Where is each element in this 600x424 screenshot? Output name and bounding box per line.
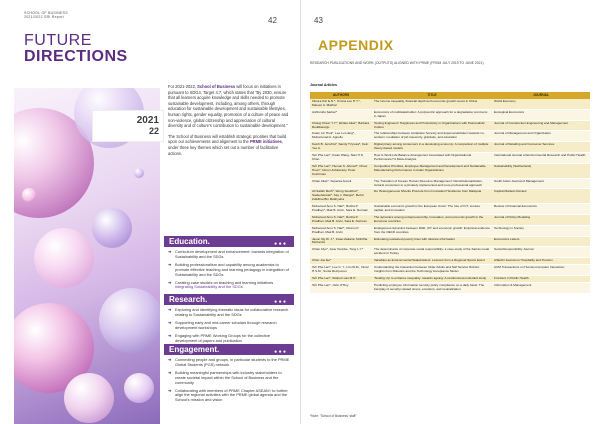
year-line1: 2021 bbox=[136, 115, 159, 126]
title-cell: The Transition of Korean Human Resource Management: Deinstitutionalization, cultural conversion to a privately implemented and more professional approach bbox=[372, 178, 492, 189]
page-number-right: 43 bbox=[314, 16, 323, 25]
intro-paragraph-2 bbox=[168, 134, 290, 156]
research-heading-bar bbox=[164, 294, 294, 305]
list-item-text: Exploring and identifying thematic ideas for collaborative research relating to Sustainability and the SDGs bbox=[175, 307, 289, 317]
future-directions-title bbox=[24, 33, 128, 65]
list-item bbox=[168, 308, 292, 318]
table-row bbox=[310, 142, 590, 153]
appendix-caption: RESEARCH PUBLICATIONS AND WORK (OUTPUTS) ALIGNED WITH PRME (FROM JULY 2019 TO JUNE 2021) bbox=[310, 61, 484, 65]
title-cell: Sustainable economic growth in the European Union: The role of ICT, venture capital, and innovation bbox=[372, 204, 492, 215]
list-item bbox=[168, 389, 292, 404]
list-item-text: Connecting people and groups, in particular students to the PRME Global Students (PGS) network bbox=[175, 357, 290, 367]
section-label: Journal Articles bbox=[310, 83, 338, 87]
list-item bbox=[168, 281, 292, 291]
education-heading: Education. bbox=[169, 237, 210, 246]
intro-text bbox=[168, 84, 290, 161]
list-item bbox=[168, 358, 292, 368]
arrow-icon: ➜ bbox=[168, 261, 172, 267]
title-cell: Endogenous dynamics between R&D, ICT and economic growth: Empirical evidence from the OECD countries bbox=[372, 225, 492, 236]
table-row bbox=[310, 214, 590, 225]
journal-cell: World Economy bbox=[492, 99, 590, 109]
list-item bbox=[168, 371, 292, 386]
table-row bbox=[310, 204, 590, 215]
journal-cell: Capital Markets Review bbox=[492, 189, 590, 204]
author-cell: Jason Ng W. J.*, Irwan Zakaria, Mohitha Murtanza bbox=[310, 236, 372, 247]
arrow-icon: ➜ bbox=[168, 249, 172, 254]
research-list bbox=[168, 308, 292, 346]
list-item bbox=[168, 250, 292, 260]
column-header-authors: AUTHORS bbox=[310, 92, 372, 99]
author-cell: Ali Sallah Muth*, Wong Sookthar*, Sadeeharwali*, Say J. Wanga*, Mohd Zulkifnai Bin Mokhyeha bbox=[310, 189, 372, 204]
journal-cell: Journal of Retailing and Consumer Services bbox=[492, 142, 590, 153]
page-fold-divider bbox=[300, 0, 301, 424]
title-cell: Estimating sustained poverty lines with discrete information bbox=[372, 236, 492, 247]
page-number-left: 42 bbox=[268, 16, 277, 25]
title-cell: The determinants of corporate social responsibility: a case study of the Sarras metal accident in Turkey bbox=[372, 247, 492, 258]
table-row bbox=[310, 109, 590, 120]
author-cell: Ashfurullo Sarkar* bbox=[310, 109, 372, 120]
list-item-text: Creating case studies on teaching and learning initiatives bbox=[175, 279, 274, 285]
title-cell: The dynamics among entrepreneurship, innovation, and economic growth in the Eurozone countries bbox=[372, 214, 492, 225]
table-body bbox=[310, 99, 590, 293]
table-row bbox=[310, 189, 590, 204]
list-item-text: Curriculum development and enhancement: towards integration of Sustainability and the SDGs bbox=[175, 249, 289, 259]
journal-cell: ASEAN Journal on Hospitality and Tourism bbox=[492, 258, 590, 265]
year-line2: 22 bbox=[148, 126, 159, 136]
journal-cell: South Asian Journal of Management bbox=[492, 178, 590, 189]
table-row bbox=[310, 99, 590, 109]
journal-cell: International Journal of Environmental Research and Public Health bbox=[492, 153, 590, 164]
author-cell: Teh Phe Lan*, John O'Hoy bbox=[310, 282, 372, 293]
author-cell: Chian Alys*, Jane Tenplse, Tong L.Y.* bbox=[310, 247, 372, 258]
publications-table bbox=[310, 92, 590, 294]
arrow-icon: ➜ bbox=[168, 387, 172, 393]
title-cell: Economics of multistakeholder: A polycentric approach for a degradation commons in Japan bbox=[372, 109, 492, 120]
journal-cell: Information & Management bbox=[492, 282, 590, 293]
header-report: 2021/2022 SRI Report bbox=[24, 15, 64, 20]
footnote: *Note: "School of Business' staff" bbox=[310, 414, 357, 418]
title-line2: DIRECTIONS bbox=[24, 48, 128, 65]
education-list bbox=[168, 250, 292, 293]
title-cell: How Is Work-Life Balance Arrangement Associated with Organisational Performance? A Meta-Analysis bbox=[372, 153, 492, 164]
list-item bbox=[168, 334, 292, 344]
title-cell: Understanding the Interaction between Older Adults and Self Service Robots: Insights from Robotics and the Technology Acceptance Model bbox=[372, 265, 492, 276]
journal-cell: Sustainability (Switzerland) bbox=[492, 163, 590, 178]
arrow-icon: ➜ bbox=[168, 319, 172, 325]
intro-school-highlight: School of Business bbox=[197, 84, 236, 89]
intro-p2-start: The School of Business will establish strategic priorities that build upon our achievements and alignment to the bbox=[168, 133, 287, 145]
title-cell: Competitive Priorities, Employee Management and Development and Sustainable Manufacturing Performance in Asian Organizations bbox=[372, 163, 492, 178]
intro-p1-end: will focus on initiatives in pursuant to SDG4, Target 4.7, which states that "By 2030, ensure that all learners acquire knowledge and skills needed to promote sustainable development, including, among others, through education for sustainable development and sustainable lifestyles, human rights, gender equality, promotion of a culture of peace and non-violence, global citizenship and appreciation of cultural diversity and of culture's contribution to sustainable development." bbox=[168, 84, 289, 129]
author-cell: Chian Alias*, Suparsa Anneli bbox=[310, 178, 372, 189]
list-item-text: Building professionalism and capability among academics to promote effective teaching and learning pedagogy in integration of Sustainability and the SDGs bbox=[175, 261, 289, 277]
year-box bbox=[93, 111, 163, 141]
table-row bbox=[310, 153, 590, 164]
author-cell: Mohamed Amu S. Nair*, Ruzita P. Pradhan, Mak B. Arvin, Sara E. Norman bbox=[310, 214, 372, 225]
author-cell: Mohamed Amu S. Nair*, Ruzita P. Pradhan*, Mak B. Arvin, Sara E. Norman bbox=[310, 204, 372, 215]
journal-cell: Social Responsibility Journal bbox=[492, 247, 590, 258]
table-row bbox=[310, 282, 590, 293]
author-cell: Kwoh B. Jensfrra*, Sandy Tzyrosa*, Kein Yee A. bbox=[310, 142, 372, 153]
title-line1: FUTURE bbox=[24, 32, 92, 49]
title-cell: Variables as Environmental Stakeholders: Lessons from a Regional Sports Event bbox=[372, 258, 492, 265]
journal-cell: Journal of Policy Modeling bbox=[492, 214, 590, 225]
journal-cell: ACM Transactions on Human-Computer Interaction bbox=[492, 265, 590, 276]
column-header-title: TITLE bbox=[372, 92, 492, 99]
table-header-row bbox=[310, 92, 590, 99]
table-row bbox=[310, 178, 590, 189]
list-item-text: Supporting early and mid-career scholars through research development workshops bbox=[175, 319, 277, 330]
dot-pattern-icon: ● ● ● bbox=[274, 299, 286, 305]
list-item-text: Collaborating with members of PRME Chapter ASEAN+ to further align the regional activities with the PRME global agenda and the School's mission and vision bbox=[175, 387, 288, 403]
dot-pattern-icon: ● ● ● bbox=[274, 349, 286, 355]
engagement-heading: Engagement. bbox=[169, 345, 220, 354]
journal-cell: Journal of Construction Engineering and Management bbox=[492, 120, 590, 131]
table-row bbox=[310, 265, 590, 276]
journal-cell: Journal of Management and Organization bbox=[492, 131, 590, 142]
journal-cell: Ecological Economics bbox=[492, 109, 590, 120]
education-heading-bar bbox=[164, 236, 294, 247]
table-row bbox=[310, 247, 590, 258]
title-cell: Testing Engineers' Happiness and Productivity in Organizations with Patronalistic Culture bbox=[372, 120, 492, 131]
table-row bbox=[310, 163, 590, 178]
table-row bbox=[310, 120, 590, 131]
author-cell: Teh Phe Lan*, Sittiputr uan M.H. bbox=[310, 275, 372, 282]
table-row bbox=[310, 225, 590, 236]
intro-p1-start: For 2021-2022, bbox=[168, 84, 198, 89]
title-cell: The relationships between workplace honesty and depersonalization towards co-workers: mediation of job insecurity, gratitude, and education bbox=[372, 131, 492, 142]
author-cell: Kuam Lin Hsul*, Lee Lu Liang*, Muhammad A. Agnello bbox=[310, 131, 372, 142]
author-cell: Teh Phe Lan*, Hemac K. Ahmed*, Chew Hoon*, Doron Ashkanazy, Peter Kotchman bbox=[310, 163, 372, 178]
list-item bbox=[168, 321, 292, 331]
title-cell: Digital piracy among consumers in a developing economy: A comparison of multiple theory-based models bbox=[372, 142, 492, 153]
arrow-icon: ➜ bbox=[168, 369, 172, 375]
intro-p2-end: , under three key themes which set out a number of facilitative actions. bbox=[168, 139, 283, 156]
arrow-icon: ➜ bbox=[168, 332, 172, 338]
intro-prme-highlight: PRME initiatives bbox=[249, 139, 282, 145]
engagement-heading-bar bbox=[164, 344, 294, 355]
author-cell: Chan Joo Ee* bbox=[310, 258, 372, 265]
column-header-journal: JOURNAL bbox=[492, 92, 590, 99]
list-item-text: Engaging with PRME Working Groups for the collective development of papers and publication bbox=[175, 332, 271, 343]
author-cell: Teh Phe Lan*, Kwan Wang, Sian H.S. Chan bbox=[310, 153, 372, 164]
list-item bbox=[168, 263, 292, 278]
arrow-icon: ➜ bbox=[168, 279, 172, 285]
author-cell: Obiora Kizi E.N.*, Ozuna Lee H.Y.*, Masum A. Mazhar bbox=[310, 99, 372, 109]
author-cell: Chang Cheer Y.Y.*, Ehtian Alias*, Barbara Reddiasotgu bbox=[310, 120, 372, 131]
author-cell: Teh Phe Lan*, Lee C. Y., Lim W.M., Omar H.S.M., Sunia Rezipomer bbox=[310, 265, 372, 276]
title-cell: The income inequality, financial depth and economic growth nexus in China bbox=[372, 99, 492, 109]
list-item-subtext: integrating Sustainability and the SDGs bbox=[175, 284, 243, 290]
arrow-icon: ➜ bbox=[168, 307, 172, 312]
table-row bbox=[310, 236, 590, 247]
dot-pattern-icon: ● ● ● bbox=[274, 241, 286, 247]
research-heading: Research. bbox=[169, 295, 208, 304]
author-cell: Mohamed Amu S. Nair*, Ahumu P. Pradhan, Mak B. Arvin bbox=[310, 225, 372, 236]
title-cell: Predicting employee information security policy compliance on a daily basis: The interplay of security-related stress, emotions, and neutralization bbox=[372, 282, 492, 293]
appendix-title: APPENDIX bbox=[318, 37, 394, 53]
intro-paragraph-1 bbox=[168, 84, 290, 129]
table-row bbox=[310, 131, 590, 142]
journal-cell: Economics Letters bbox=[492, 236, 590, 247]
table-row bbox=[310, 275, 590, 282]
report-header bbox=[24, 11, 68, 20]
title-cell: 'Scaling Up' to enhance inequality: towards ageing: A randomized-controlled study bbox=[372, 275, 492, 282]
journal-cell: Frontiers in Public Health bbox=[492, 275, 590, 282]
list-item-text: Building meaningful partnerships with industry stakeholders to create societal impact within the School of Business and the community bbox=[175, 369, 282, 385]
table-row bbox=[310, 258, 590, 265]
journal-cell: Technology in Society bbox=[492, 225, 590, 236]
engagement-list bbox=[168, 358, 292, 406]
journal-cell: Review of Financial Economics bbox=[492, 204, 590, 215]
header-school: SCHOOL OF BUSINESS bbox=[24, 11, 68, 15]
arrow-icon: ➜ bbox=[168, 357, 172, 362]
title-cell: Do Heterogeneous Shocks Promote from Innovation? Evidence from Malaysia bbox=[372, 189, 492, 204]
